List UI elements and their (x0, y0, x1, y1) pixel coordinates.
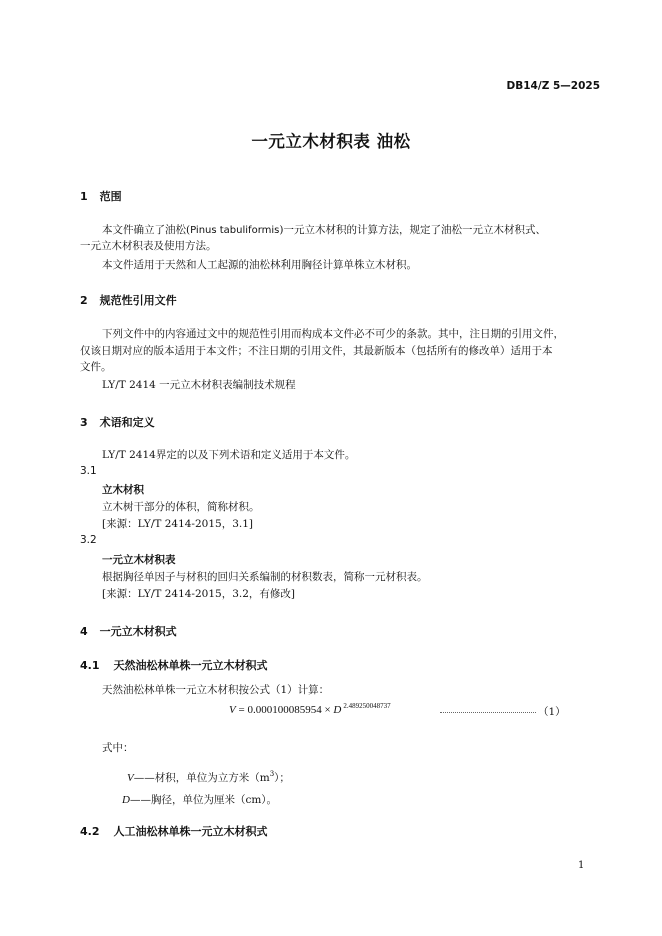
section-title: 一元立木材积式 (99, 625, 177, 638)
subsection-number: 4.1 (80, 659, 100, 672)
scope-paragraph-line1: 本文件确立了油松(Pinus tabuliformis)一元立木材积的计算方法，规定了油松一元立木材积式、 (102, 224, 546, 236)
section-number: 1 (80, 190, 88, 203)
section-2-heading (80, 292, 177, 308)
variable-symbol: V (127, 772, 134, 784)
where-label: 式中： (102, 742, 134, 754)
section-number: 4 (80, 625, 88, 638)
section-number: 2 (80, 294, 88, 307)
formula-variable-d: D (333, 704, 342, 716)
section-3-heading (80, 414, 155, 430)
section-4-heading (80, 623, 177, 639)
normative-reference: LY/T 2414 一元立木材积表编制技术规程 (102, 379, 296, 391)
term-source: [来源：LY/T 2414-2015，3.1] (102, 518, 253, 530)
subsection-title: 人工油松林单株一元立木材积式 (113, 825, 268, 838)
terms-intro: LY/T 2414界定的以及下列术语和定义适用于本文件。 (102, 449, 356, 461)
latin-species-name: Pinus tabuliformis (190, 225, 280, 236)
subsection-number: 4.2 (80, 825, 100, 838)
normative-paragraph-line2: 仅该日期对应的版本适用于本文件；不注日期的引用文件，其最新版本（包括所有的修改单）适用于本 (80, 345, 553, 357)
document-id: DB14/Z 5—2025 (506, 80, 600, 92)
formula-variable-v: V (229, 704, 236, 716)
formula-exponent: 2.489250048737 (343, 702, 391, 710)
formula-number: （1） (538, 706, 566, 718)
variable-v-definition: V——材积，单位为立方米$(m^3)$； (127, 770, 290, 784)
subsection-4-2-heading (80, 823, 268, 839)
term-definition: 根据胸径单因子与材积的回归关系编制的材积数表，简称一元材积表。 (102, 571, 428, 583)
formula-intro: 天然油松林单株一元立木材积按公式（1）计算： (102, 684, 330, 696)
section-number: 3 (80, 416, 88, 429)
term-definition: 立木树干部分的体积，简称材积。 (102, 501, 260, 513)
formula-leader-dots (440, 712, 536, 713)
section-1-heading (80, 188, 122, 204)
formula-expression: = 0.000100085954 × (235, 704, 334, 716)
scope-paragraph-line2: 一元立木材积表及使用方法。 (80, 240, 217, 252)
variable-symbol: D (122, 794, 130, 806)
term-number: 3.2 (80, 534, 97, 546)
page-number: 1 (578, 860, 585, 871)
term-name: 一元立木材积表 (102, 554, 176, 566)
term-source: [来源：LY/T 2414-2015，3.2，有修改] (102, 588, 295, 600)
page-title: 一元立木材积表 油松 (251, 132, 411, 151)
variable-d-definition: D——胸径，单位为厘米（cm）。 (122, 794, 278, 806)
scope-paragraph-2: 本文件适用于天然和人工起源的油松林利用胸径计算单株立木材积。 (102, 259, 417, 271)
volume-formula (229, 702, 391, 716)
term-name: 立木材积 (102, 484, 144, 496)
subsection-title: 天然油松林单株一元立木材积式 (113, 659, 268, 672)
section-title: 范围 (99, 190, 122, 203)
normative-paragraph-line3: 文件。 (80, 361, 112, 373)
subsection-4-1-heading (80, 657, 268, 673)
normative-paragraph-line1: 下列文件中的内容通过文中的规范性引用而构成本文件必不可少的条款。其中，注日期的引用文件， (102, 328, 564, 340)
section-title: 术语和定义 (99, 416, 155, 429)
section-title: 规范性引用文件 (99, 294, 177, 307)
term-number: 3.1 (80, 465, 97, 477)
